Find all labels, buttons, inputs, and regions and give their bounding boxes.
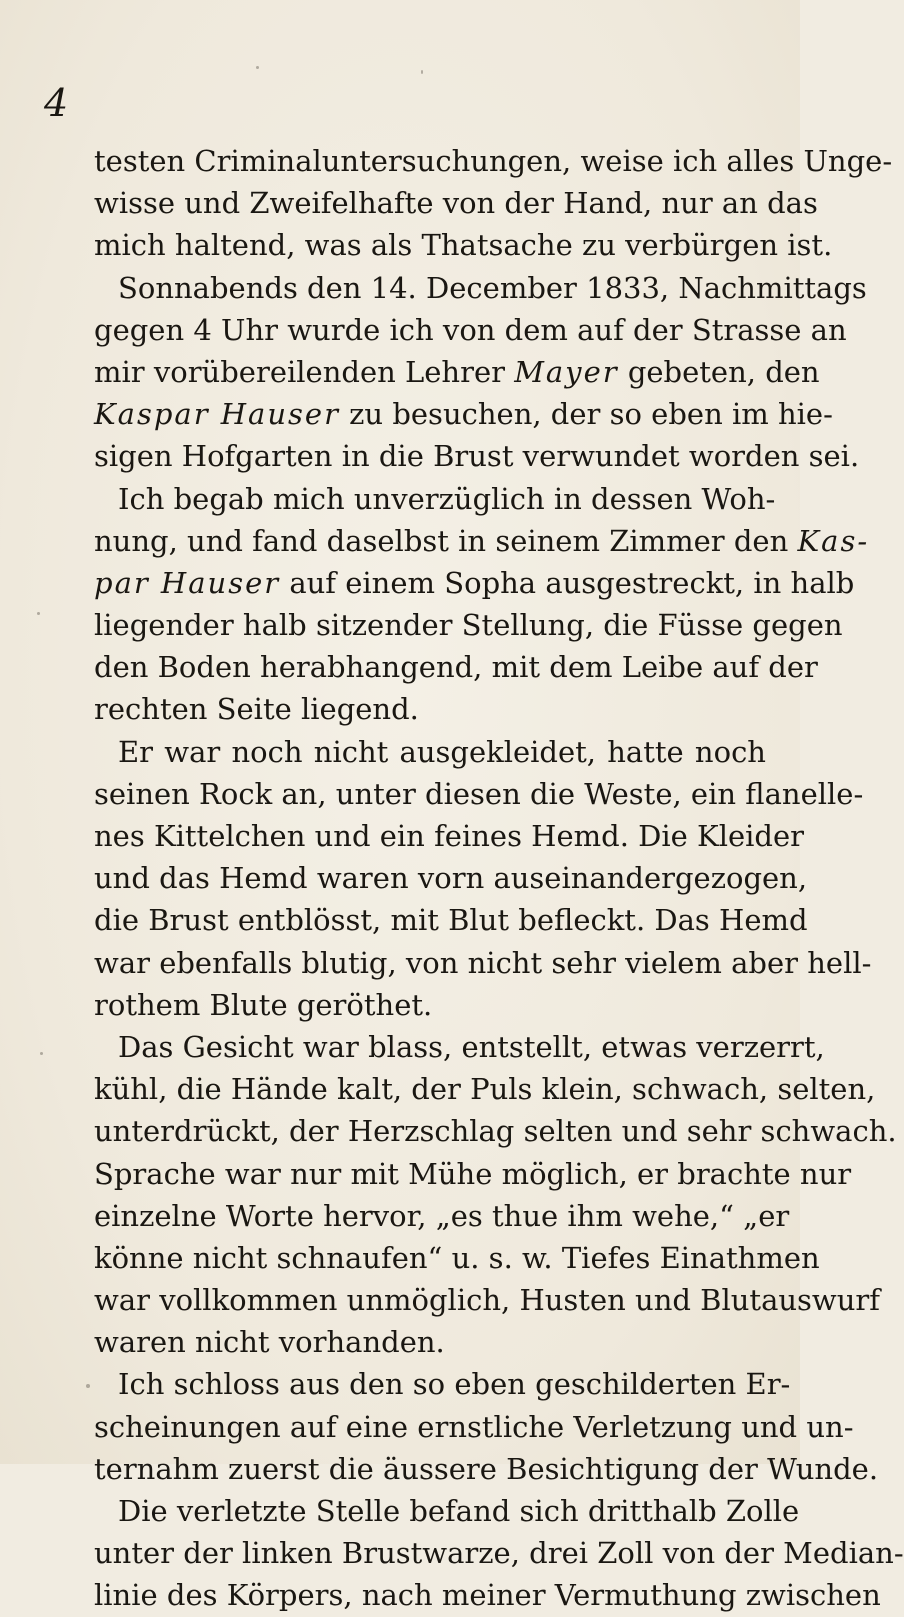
text-line xyxy=(94,351,820,393)
text-line xyxy=(94,478,776,520)
text-line xyxy=(94,393,833,435)
text-line xyxy=(94,1574,881,1616)
text-run: testen Criminaluntersuchungen, weise ich alles Unge- xyxy=(94,144,893,178)
text-run: die Brust entblösst, mit Blut befleckt. Das Hemd xyxy=(94,903,808,938)
text-run: mich haltend, was als Thatsache zu verbürgen ist. xyxy=(94,228,833,263)
text-run: gegen 4 Uhr wurde ich von dem auf der Strasse an xyxy=(94,312,847,347)
text-run: rechten Seite liegend. xyxy=(94,692,419,727)
paper-speck xyxy=(37,612,40,615)
text-line xyxy=(94,1068,876,1110)
paper-speck xyxy=(256,66,259,69)
text-line xyxy=(94,1363,791,1405)
text-line xyxy=(94,604,843,646)
text-run: Sprache war nur mit Mühe möglich, er brachte nur xyxy=(94,1156,852,1191)
paper-speck xyxy=(86,1384,90,1388)
name-emphasis: Mayer xyxy=(514,354,619,389)
text-run: den Boden herabhangend, mit dem Leibe auf der xyxy=(94,650,818,685)
text-run: mir vorübereilenden Lehrer xyxy=(94,354,515,389)
text-run: Er war noch nicht ausgekleidet, hatte noch xyxy=(118,734,766,769)
text-run: scheinungen auf eine ernstliche Verletzung und un- xyxy=(94,1409,854,1444)
text-run: könne nicht schnaufen“ u. s. w. Tiefes Einathmen xyxy=(94,1240,820,1275)
text-line xyxy=(94,773,864,815)
text-line xyxy=(94,857,808,899)
text-run: Die verletzte Stelle befand sich dritthalb Zolle xyxy=(118,1494,800,1528)
text-run: rothem Blute geröthet. xyxy=(94,987,433,1022)
text-run: Das Gesicht war blass, entstellt, etwas verzerrt, xyxy=(118,1029,825,1064)
text-line xyxy=(94,309,847,351)
text-line xyxy=(94,688,766,730)
text-line xyxy=(94,1195,790,1237)
text-line xyxy=(94,899,808,941)
text-run: und das Hemd waren vorn auseinandergezogen, xyxy=(94,861,808,896)
text-run: waren nicht vorhanden. xyxy=(94,1325,445,1360)
text-line xyxy=(94,731,766,773)
text-line xyxy=(94,1490,800,1532)
text-line xyxy=(94,1321,766,1363)
text-run: gebeten, den xyxy=(618,354,820,389)
text-run: sigen Hofgarten in die Brust verwundet worden sei. xyxy=(94,439,860,474)
name-emphasis: Kas- xyxy=(797,523,870,558)
text-line xyxy=(94,646,818,688)
text-run: war vollkommen unmöglich, Husten und Blutauswurf xyxy=(94,1283,881,1318)
text-run: war ebenfalls blutig, von nicht sehr vielem aber hell- xyxy=(94,945,872,980)
text-line xyxy=(94,435,860,477)
body-text xyxy=(94,140,904,1617)
text-run: Sonnabends den 14. December 1833, Nachmittags xyxy=(118,270,867,305)
text-run: ternahm zuerst die äussere Besichtigung der Wunde. xyxy=(94,1451,879,1486)
text-line xyxy=(94,984,766,1026)
page-number: 4 xyxy=(44,81,69,125)
text-line xyxy=(94,1110,897,1152)
text-line xyxy=(94,267,867,309)
text-run: Ich schloss aus den so eben geschilderten Er- xyxy=(118,1367,791,1402)
text-line xyxy=(94,562,855,604)
text-line xyxy=(94,942,872,984)
text-line xyxy=(94,1406,854,1448)
text-run: liegender halb sitzender Stellung, die Füsse gegen xyxy=(94,608,843,643)
text-run: nes Kittelchen und ein feines Hemd. Die Kleider xyxy=(94,819,805,853)
text-run: wisse und Zweifelhafte von der Hand, nur an das xyxy=(94,186,818,221)
text-line xyxy=(94,1532,904,1574)
text-line xyxy=(94,182,818,224)
text-run: zu besuchen, der so eben im hie- xyxy=(339,397,833,432)
text-run: linie des Körpers, nach meiner Vermuthung zwischen xyxy=(94,1578,881,1613)
text-line xyxy=(94,1153,852,1195)
text-run: kühl, die Hände kalt, der Puls klein, schwach, selten, xyxy=(94,1072,876,1107)
text-run: unterdrückt, der Herzschlag selten und sehr schwach. xyxy=(94,1114,897,1149)
text-line xyxy=(94,1237,820,1279)
text-line xyxy=(94,1279,881,1321)
text-line xyxy=(94,1026,825,1068)
text-line xyxy=(94,1448,879,1490)
text-run: einzelne Worte hervor, „es thue ihm wehe,“ „er xyxy=(94,1198,790,1233)
text-run: auf einem Sopha ausgestreckt, in halb xyxy=(280,565,855,600)
paper-speck xyxy=(40,1052,43,1055)
text-run: seinen Rock an, unter diesen die Weste, ein flanelle- xyxy=(94,776,864,811)
text-run: unter der linken Brustwarze, drei Zoll von der Median- xyxy=(94,1536,904,1571)
text-run: Ich begab mich unverzüglich in dessen Woh- xyxy=(118,481,776,516)
text-line xyxy=(94,815,805,857)
text-line xyxy=(94,140,893,182)
paper-speck xyxy=(421,70,423,74)
text-run: nung, und fand daselbst in seinem Zimmer den xyxy=(94,523,798,558)
name-emphasis: Kaspar Hauser xyxy=(94,397,340,432)
text-line xyxy=(94,224,833,266)
text-line xyxy=(94,520,870,562)
name-emphasis: par Hauser xyxy=(94,565,281,600)
